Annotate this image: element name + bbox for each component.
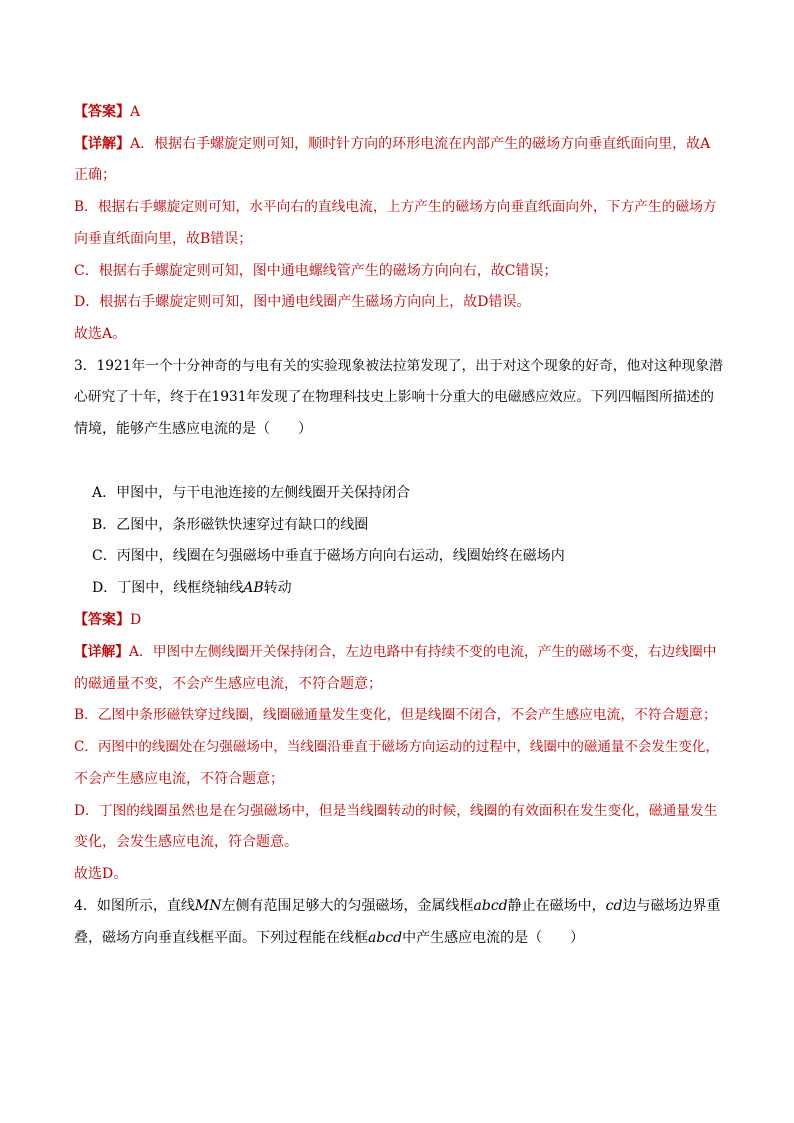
- q2-detail-line-5: C．根据右手螺旋定则可知，图中通电螺线管产生的磁场方向向右，故C错误；: [74, 263, 558, 279]
- q3-detail-line-7: 变化，会发生感应电流，符合题意。: [74, 834, 298, 850]
- q3-option-a: A．甲图中，与干电池连接的左侧线圈开关保持闭合: [92, 485, 411, 501]
- q3-detail-line-4: C．丙图中的线圈处在匀强磁场中，当线圈沿垂直于磁场方向运动的过程中，线圈中的磁通量不会发生变化，: [74, 739, 719, 755]
- q4-stem-line-2: [74, 926, 724, 950]
- q4-var-mn: MN: [194, 898, 222, 914]
- q3-detail-line-2: 的磁通量不变，不会产生感应电流，不符合题意；: [74, 676, 382, 692]
- q3-stem-line-2: 心研究了十年，终于在1931年发现了在物理科技史上影响十分重大的电磁感应效应。下列四幅图所描述的: [74, 389, 714, 405]
- answer-label: 【答案】: [74, 612, 130, 628]
- q4-var-abcd: abcd: [368, 930, 403, 946]
- q4-text: 4．如图所示，直线: [74, 898, 195, 914]
- q3-stem-line-1: 3．1921年一个十分神奇的与电有关的实验现象被法拉第发现了，出于对这个现象的好奇，他对这种现象潜: [74, 358, 723, 374]
- option-d-variable: AB: [243, 580, 264, 596]
- q3-answer-line: [74, 608, 724, 632]
- q3-conclusion: 故选D。: [74, 866, 128, 882]
- detail-text: A．根据右手螺旋定则可知，顺时针方向的环形电流在内部产生的磁场方向垂直纸面向里，故A: [130, 136, 711, 152]
- q3-detail-line-3: B．乙图中条形磁铁穿过线圈，线圈磁通量发生变化，但是线圈不闭合，不会产生感应电流，不符合题意；: [74, 707, 717, 723]
- q3-option-d: [92, 576, 742, 600]
- q2-detail-line-6: D．根据右手螺旋定则可知，图中通电线圈产生磁场方向向上，故D错误。: [74, 294, 531, 310]
- q2-detail-line-1: [74, 132, 724, 156]
- q3-detail-line-1: [74, 640, 724, 664]
- q2-detail-line-3: B．根据右手螺旋定则可知，水平向右的直线电流，上方产生的磁场方向垂直纸面向外，下方产生的磁场方: [74, 199, 717, 215]
- q4-text: 叠，磁场方向垂直线框平面。下列过程能在线框: [74, 930, 368, 946]
- q2-conclusion: 故选A。: [74, 326, 127, 342]
- q3-stem-line-3: 情境，能够产生感应电流的是（ ）: [74, 421, 312, 437]
- q4-stem-line-1: [74, 894, 724, 918]
- q3-option-b: B．乙图中，条形磁铁快速穿过有缺口的线圈: [92, 517, 369, 533]
- q4-text: 中产生感应电流的是（ ）: [402, 930, 585, 946]
- answer-label: 【答案】: [74, 104, 130, 120]
- detail-label: 【详解】: [74, 644, 130, 660]
- detail-text: A．甲图中左侧线圈开关保持闭合，左边电路中有持续不变的电流，产生的磁场不变，右边线圈中: [129, 644, 717, 660]
- q4-text: 静止在磁场中，: [507, 898, 606, 914]
- q4-text: 边与磁场边界重: [622, 898, 721, 914]
- option-d-prefix: D．丁图中，线框绕轴线: [92, 580, 244, 596]
- detail-label: 【详解】: [74, 136, 130, 152]
- q2-answer-line: [74, 100, 724, 124]
- q4-text: 左侧有范围足够大的匀强磁场，金属线框: [221, 898, 474, 914]
- q4-var-cd: cd: [605, 898, 623, 914]
- q3-option-c: C．丙图中，线圈在匀强磁场中垂直于磁场方向向右运动，线圈始终在磁场内: [92, 548, 565, 564]
- option-d-suffix: 转动: [263, 580, 292, 596]
- answer-value: A: [130, 104, 141, 120]
- q2-detail-line-2: 正确；: [74, 167, 116, 183]
- q3-detail-line-5: 不会产生感应电流，不符合题意；: [74, 771, 284, 787]
- answer-value: D: [130, 612, 142, 628]
- q2-detail-line-4: 向垂直纸面向里，故B错误；: [74, 231, 253, 247]
- q4-var-abcd: abcd: [473, 898, 508, 914]
- q3-detail-line-6: D．丁图的线圈虽然也是在匀强磁场中，但是当线圈转动的时候，线圈的有效面积在发生变化，磁通量发生: [74, 803, 718, 819]
